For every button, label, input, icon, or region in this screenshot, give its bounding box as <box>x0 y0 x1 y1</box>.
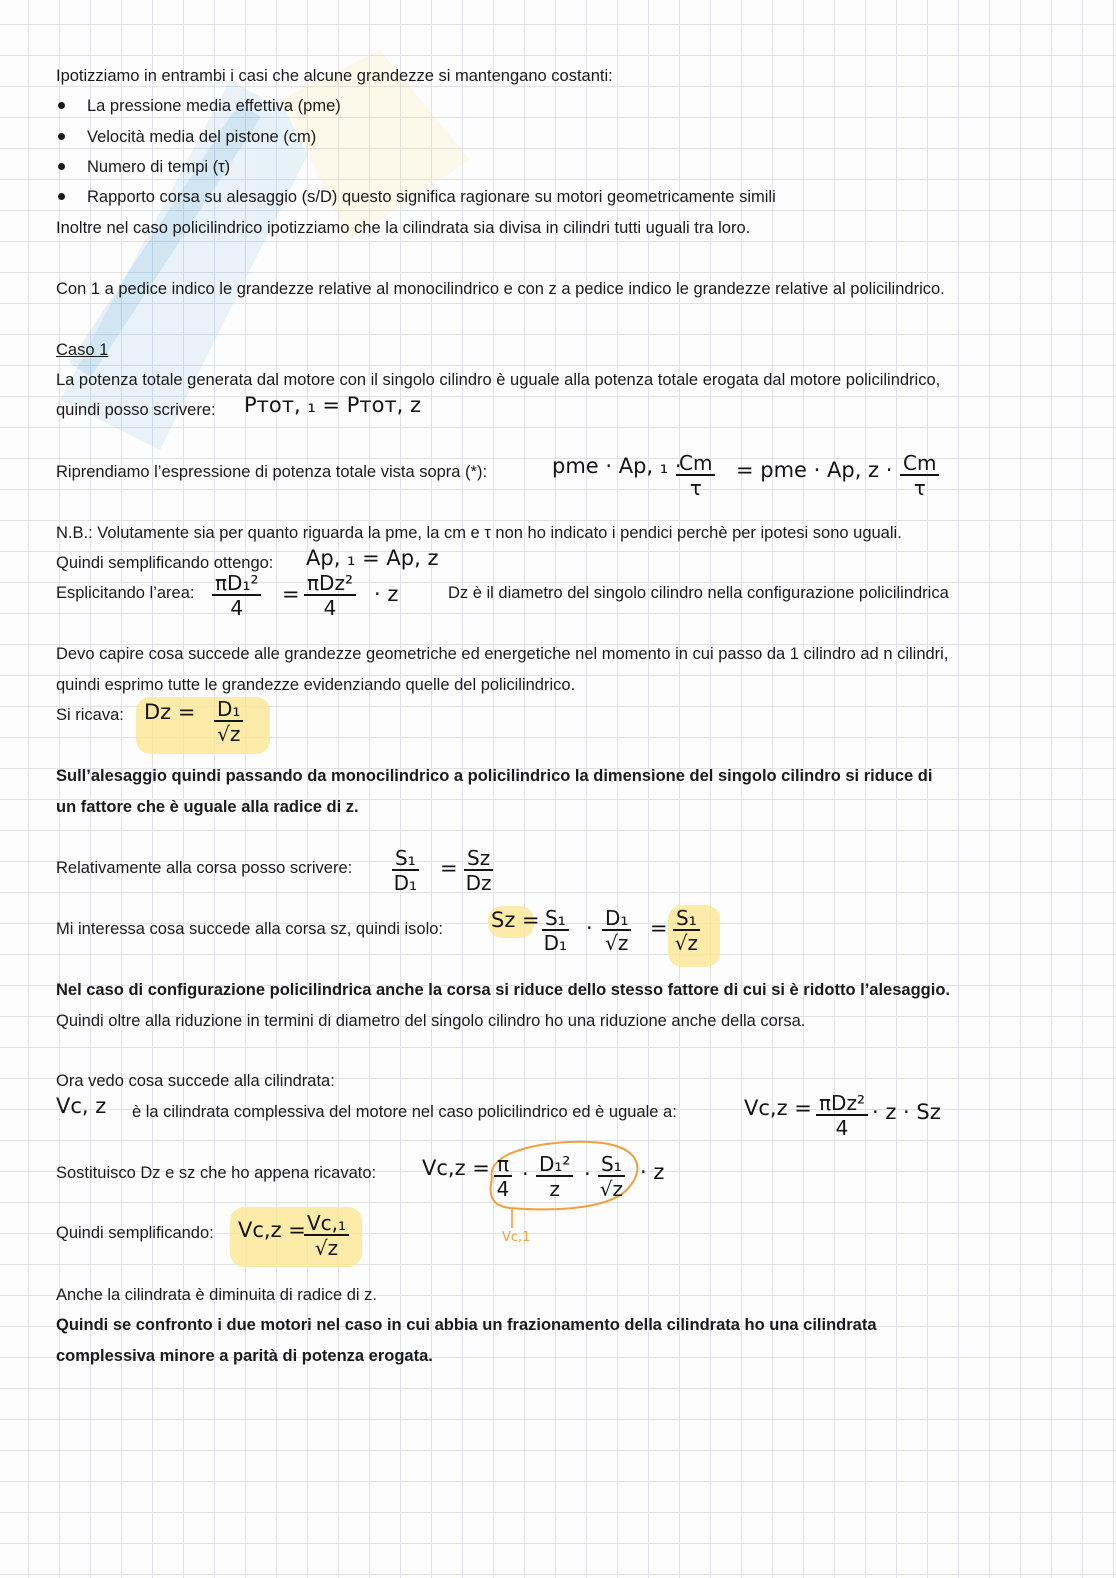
bullet-dot <box>58 133 65 140</box>
numerator: D₁ <box>602 907 631 931</box>
fraction-s1-sqrtz <box>598 1153 625 1201</box>
symbol-vcz: Vc, z <box>56 1094 107 1118</box>
formula-ptot: Pᴛᴏᴛ, ₁ = Pᴛᴏᴛ, ᴢ <box>244 393 422 417</box>
times-z: · z <box>374 582 399 606</box>
denominator: √z <box>674 931 698 955</box>
fraction-pi-d1 <box>212 572 261 620</box>
fraction-d1-sqrtz <box>602 907 631 955</box>
denominator: D₁ <box>393 871 418 895</box>
fraction-cm-tau <box>900 452 939 500</box>
bold-conclusion: Quindi se confronto i due motori nel caso in cui abbia un frazionamento della cilindrata ho una cilindrata <box>56 1316 877 1334</box>
paragraph: Sostituisco Dz e sz che ho appena ricavato: <box>56 1164 377 1182</box>
bullet-dot <box>58 193 65 200</box>
numerator: Sz <box>464 847 493 871</box>
paragraph: quindi esprimo tutte le grandezze evidenziando quelle del policilindrico. <box>56 676 576 694</box>
numerator: S₁ <box>392 847 419 871</box>
formula-sz: Sz = <box>491 908 540 932</box>
formula-area-equal: Ap, ₁ = Ap, ᴢ <box>306 546 439 570</box>
paragraph: Si ricava: <box>56 706 124 724</box>
fraction-s1-d1 <box>392 847 419 895</box>
fraction-d1sq-z <box>536 1153 573 1201</box>
denominator: D₁ <box>543 931 568 955</box>
dot-operator: · <box>522 1162 529 1186</box>
denominator: 4 <box>835 1116 849 1140</box>
formula-pme-right: = pme · Ap, ᴢ · <box>736 458 893 482</box>
paragraph: Riprendiamo l’espressione di potenza totale vista sopra (*): <box>56 463 488 481</box>
bold-conclusion: complessiva minore a parità di potenza erogata. <box>56 1347 433 1365</box>
paragraph: Quindi semplificando: <box>56 1224 214 1242</box>
denominator: 4 <box>496 1177 510 1201</box>
section-heading: Caso 1 <box>56 341 109 359</box>
numerator: πD₁² <box>212 572 261 596</box>
formula-vcz: Vc,z = <box>422 1156 490 1180</box>
fraction-sz-dz <box>464 847 493 895</box>
times-z: · z <box>640 1160 665 1184</box>
times-z-sz: · z · Sz <box>872 1100 941 1124</box>
bold-conclusion: Sull’alesaggio quindi passando da monocilindrico a policilindrico la dimensione del singolo cilindro si riduce di <box>56 767 933 785</box>
paragraph: Quindi oltre alla riduzione in termini di diametro del singolo cilindro ho una riduzione anche della corsa. <box>56 1012 806 1030</box>
paragraph: La potenza totale generata dal motore con il singolo cilindro è uguale alla potenza totale erogata dal motore policilindrico, <box>56 371 941 389</box>
numerator: S₁ <box>598 1153 625 1177</box>
paragraph: Esplicitando l’area: <box>56 584 195 602</box>
numerator: πDz² <box>816 1092 868 1116</box>
paragraph: Dz è il diametro del singolo cilindro nella configurazione policilindrica <box>448 584 949 602</box>
paragraph: quindi posso scrivere: <box>56 401 216 419</box>
paragraph: Relativamente alla corsa posso scrivere: <box>56 859 353 877</box>
equals-sign: = <box>282 582 300 606</box>
paragraph: è la cilindrata complessiva del motore nel caso policilindrico ed è uguale a: <box>132 1103 677 1121</box>
fraction-cm-tau <box>676 452 715 500</box>
paragraph: Mi interessa cosa succede alla corsa sz, quindi isolo: <box>56 920 444 938</box>
paragraph: N.B.: Volutamente sia per quanto riguarda la pme, la cm e τ non ho indicato i pendici perchè per ipotesi sono uguali. <box>56 524 902 542</box>
fraction-s1-d1 <box>542 907 569 955</box>
numerator: S₁ <box>673 907 700 931</box>
paragraph: Inoltre nel caso policilindrico ipotizziamo che la cilindrata sia divisa in cilindri tutti uguali tra loro. <box>56 219 751 237</box>
bullet-item: Numero di tempi (τ) <box>87 158 231 176</box>
denominator: τ <box>913 476 926 500</box>
denominator: 4 <box>323 596 337 620</box>
fraction-pi-dz <box>816 1092 868 1140</box>
bullet-item: La pressione media effettiva (pme) <box>87 97 341 115</box>
fraction-s1-sqrtz <box>673 907 700 955</box>
bullet-item: Velocità media del pistone (cm) <box>87 128 317 146</box>
denominator: √z <box>217 722 241 746</box>
fraction-pi-4 <box>494 1153 512 1201</box>
denominator: τ <box>689 476 702 500</box>
equals-sign: = <box>440 856 458 880</box>
numerator: πDz² <box>304 572 356 596</box>
paragraph: Anche la cilindrata è diminuita di radice di z. <box>56 1286 378 1304</box>
denominator: 4 <box>230 596 244 620</box>
bullet-item: Rapporto corsa su alesaggio (s/D) questo significa ragionare su motori geometricamente simili <box>87 188 776 206</box>
formula-vcz: Vc,z = <box>238 1218 306 1242</box>
numerator: D₁ <box>214 698 243 722</box>
annotation-vc1: Vc,1 <box>502 1230 531 1245</box>
bold-conclusion: un fattore che è uguale alla radice di z. <box>56 798 359 816</box>
bullet-dot <box>58 163 65 170</box>
denominator: Dz <box>465 871 492 895</box>
paragraph: Con 1 a pedice indico le grandezze relative al monocilindrico e con z a pedice indico le grandezze relative al policilindrico. <box>56 280 945 298</box>
dot-operator: · <box>584 1162 591 1186</box>
denominator: √z <box>599 1177 623 1201</box>
denominator: √z <box>314 1236 339 1260</box>
numerator: Vc,₁ <box>304 1212 349 1236</box>
fraction-d1-sqrtz <box>214 698 243 746</box>
denominator: z <box>549 1177 560 1201</box>
numerator: S₁ <box>542 907 569 931</box>
numerator: π <box>494 1153 512 1177</box>
denominator: √z <box>605 931 629 955</box>
fraction-pi-dz <box>304 572 356 620</box>
paragraph: Ora vedo cosa succede alla cilindrata: <box>56 1072 335 1090</box>
formula-vcz: Vc,z = <box>744 1096 812 1120</box>
equals-sign: = <box>650 916 668 940</box>
paragraph: Devo capire cosa succede alle grandezze geometriche ed energetiche nel momento in cui passo da 1 cilindro ad n cilindri, <box>56 645 949 663</box>
bold-conclusion: Nel caso di configurazione policilindrica anche la corsa si riduce dello stesso fattore di cui si è ridotto l’alesaggio. <box>56 981 950 999</box>
bullet-dot <box>58 102 65 109</box>
intro-text: Ipotizziamo in entrambi i casi che alcune grandezze si mantengano costanti: <box>56 67 613 85</box>
numerator: D₁² <box>536 1153 573 1177</box>
numerator: Cm <box>900 452 939 476</box>
dot-operator: · <box>586 916 593 940</box>
numerator: Cm <box>676 452 715 476</box>
formula-dz: Dz = <box>144 700 196 724</box>
fraction-vc1-sqrtz <box>304 1212 349 1260</box>
paragraph: Quindi semplificando ottengo: <box>56 554 274 572</box>
formula-pme-left: pme · Ap, ₁ · <box>552 454 682 478</box>
